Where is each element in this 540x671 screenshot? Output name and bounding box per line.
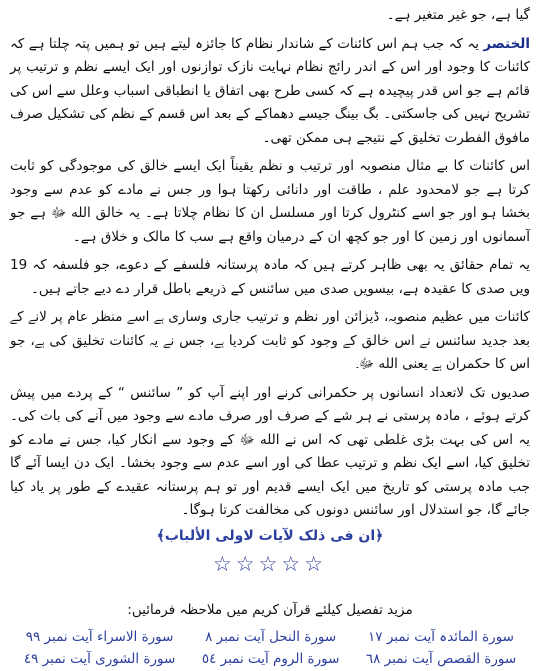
document-page (10, 4, 530, 670)
paragraph-summary (10, 33, 530, 151)
paragraph-materialism-error: صدیوں تک لاتعداد انسانوں پر حکمرانی کرنے اور اپنے آپ کو ” سائنس “ کے پردے میں پیش کرتے ہوئے ، مادہ پرستی نے ہر شے کے صرف اور صرف مادے سے وجود میں آنے کی بات کی۔ یہ اس کی بہت بڑی غلطی تھی کہ اس نے الله ﷻ کے وجود سے انکار کیا، جس نے مادے کو تخلیق کیا، اسے ایک نظم و ترتیب عطا کی اور اسے عدم سے وجود بخشا۔ ایک دن ایسا آئے گا جب مادہ پرستی کو تاریخ میں ایک ایسے قدیم اور تو ہم پرستانہ عقیدے کے طور پر یاد کیا جائے گا، جو استدلال اور سائنس دونوں کی مخالفت کرتا ہوگا۔ (10, 384, 530, 518)
reference-item: سورة المائدہ آیت نمبر ١٧ (368, 628, 514, 645)
references-heading: مزید تفصیل کیلئے قرآن کریم میں ملاحظہ فرمائیں: (127, 601, 413, 618)
star-divider: ☆☆☆☆☆ (212, 551, 328, 576)
paragraph-summary-body: یہ کہ جب ہم اس کائنات کے شاندار نظام کا جائزہ لیتے ہیں تو ہمیں پتہ چلتا ہے کہ کائنات کا وجود اور اس کے اندر رائج نظام نہایت نازک توازنوں اور ایک ایسے نظم و ترتیب پر قائم ہے جو اس قدر پیچیدہ ہے کہ کسی طرح بھی اتفاق یا انطباقی اسباب وعلل سے اس کی تشریح نہیں کی جاسکتی۔ بگ بینگ جیسے دھماکے کے بعد اس قسم کے نظم کی تشکیل صرف مافوق الفطرت تخلیق کے نتیجے ہی ممکن تھی۔ (10, 35, 530, 146)
paragraph-creator: اس کائنات کا بے مثال منصوبہ اور ترتیب و نظم یقیناً ایک ایسے خالق کی موجودگی کو ثابت کرتا ہے جو لامحدود علم ، طاقت اور دانائی رکھتا ہوا ور جس نے مادے کو عدم سے وجود بخشا ہو اور جو اسے کنٹرول کرتا اور مسلسل ان کا نظام چلاتا ہے۔ یہ خالق الله ﷻ ہے جو آسمانوں اور زمین کا اور جو کچھ ان کے درمیان واقع ہے سب کا مالک و خلاق ہے۔ (10, 158, 530, 245)
references-table (10, 626, 530, 670)
references-row (10, 648, 530, 670)
paragraph-materialism-claims: یہ تمام حقائق یہ بھی ظاہر کرتے ہیں کہ مادہ پرستانہ فلسفے کے دعوے، جو فلسفہ کہ 19 ویں صدی کا عقیدہ ہے، بیسویں صدی میں سائنس کے ذریعے باطل قرار دے دیے جاتے ہیں۔ (10, 257, 530, 297)
paragraph-modern-science: کائنات میں عظیم منصوبہ، ڈیزائن اور نظم و ترتیب جاری وساری ہے اسے منظر عام پر لانے کے بعد جدید سائنس نے اس خالق کے وجود کو ثابت کردیا ہے، جس نے یہ کائنات تخلیق کی ہے، جو اس کا حکمران ہے یعنی الله ﷻ۔ (10, 309, 530, 372)
references-row (10, 626, 530, 648)
reference-item: سورة الاسراء آیت نمبر ٩٩ (25, 628, 174, 645)
reference-item: سورة القصص آیت نمبر ٦٨ (365, 650, 517, 667)
reference-item: سورة الشوری آیت نمبر ٤٩ (23, 650, 176, 667)
reference-item: سورة الروم آیت نمبر ٥٤ (201, 650, 340, 667)
quran-verse: ﴿ان فی ذلک لآیات لاولی الألباب﴾ (156, 527, 384, 544)
paragraph-intro: گیا ہے، جو غیر متغیر ہے۔ (386, 7, 530, 23)
emphasis-word: الختصر (483, 35, 530, 52)
reference-item: سورة النحل آیت نمبر ٨ (205, 628, 337, 645)
